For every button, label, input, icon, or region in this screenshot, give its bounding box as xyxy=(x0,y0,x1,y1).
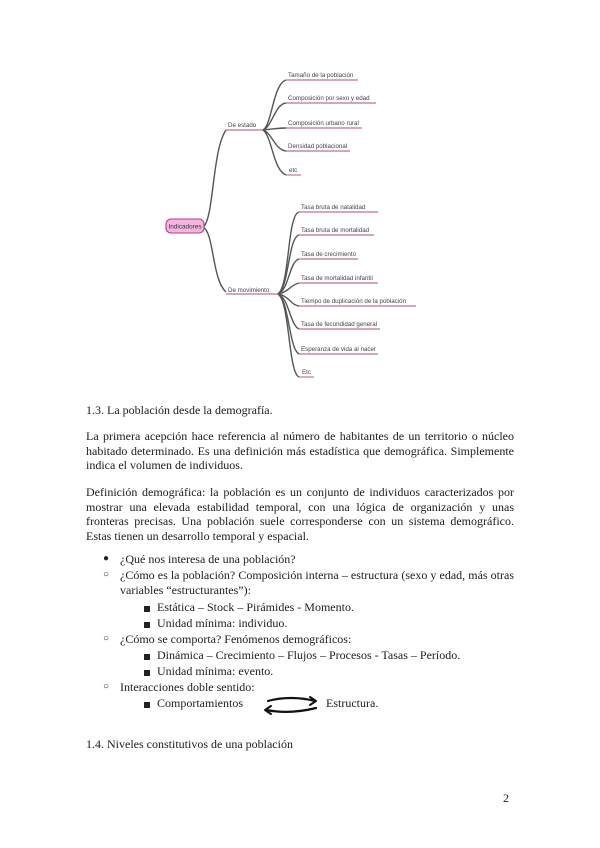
list-subitem-unidad-evento: Unidad mínima: evento. xyxy=(157,664,274,678)
estado-child-label: etc xyxy=(289,167,298,174)
indicator-mindmap xyxy=(0,0,600,390)
list-subitem-unidad-individuo: Unidad mínima: individuo. xyxy=(157,616,288,630)
paragraph-acepcion: La primera acepción hace referencia al número de habitantes de un territorio o núcleo habitado determinado. Es una definición más estadística que demográfica. Simplemente indica el volumen de individuos. xyxy=(86,429,514,472)
movimiento-child-curve xyxy=(278,294,299,377)
page-number: 2 xyxy=(503,791,509,805)
movimiento-child-label: Tasa de mortalidad infantil xyxy=(301,275,373,282)
movimiento-child-label: Tasa de fecundidad general xyxy=(301,321,378,328)
filled-bullet-icon: ● xyxy=(103,553,110,564)
list-subitem-estatica: Estática – Stock – Pirámides - Momento. xyxy=(157,600,354,614)
list-subitem-dinamica: Dinámica – Crecimiento – Flujos – Procesos - Tasas – Período. xyxy=(157,648,461,662)
estado-child-curve xyxy=(263,130,286,151)
hollow-bullet-icon: ○ xyxy=(103,569,110,580)
square-bullet-icon xyxy=(144,654,150,660)
movimiento-child-label: Tasa bruta de natalidad xyxy=(301,204,366,211)
hollow-bullet-icon: ○ xyxy=(103,681,110,692)
list-item-q3: ¿Cómo se comporta? Fenómenos demográficos: xyxy=(120,632,352,646)
movimiento-child-label: Tasa de crecimiento xyxy=(301,251,357,258)
list-item-q4: Interacciones doble sentido: xyxy=(120,680,255,694)
section-heading-1-4: 1.4. Niveles constitutivos de una población xyxy=(86,737,293,751)
estado-child-label: Densidad poblacional xyxy=(288,143,348,150)
movimiento-child-curve xyxy=(278,235,299,294)
square-bullet-icon xyxy=(144,606,150,612)
hollow-bullet-icon: ○ xyxy=(103,633,110,644)
double-arrow-icon xyxy=(260,694,322,718)
list-item-q1: ¿Qué nos interesa de una población? xyxy=(120,552,296,566)
movimiento-child-curve xyxy=(278,212,299,294)
estado-child-label: Composición urbano rural xyxy=(288,120,359,127)
movimiento-child-label: Tasa bruta de mortalidad xyxy=(301,227,370,234)
list-subitem-estructura: Estructura. xyxy=(326,696,379,710)
square-bullet-icon xyxy=(144,702,150,708)
branch-estado-label: De estado xyxy=(228,122,257,129)
section-heading-1-3: 1.3. La población desde la demografía. xyxy=(86,403,273,417)
square-bullet-icon xyxy=(144,622,150,628)
branch-movimiento-label: De movimiento xyxy=(228,287,270,294)
estado-child-label: Composición por sexo y edad xyxy=(288,95,370,102)
movimiento-child-label: Tiempo de duplicación de la población xyxy=(301,298,407,305)
root-to-estado-curve xyxy=(203,130,226,227)
movimiento-child-curve xyxy=(278,294,299,354)
list-subitem-comportamientos: Comportamientos xyxy=(157,696,243,710)
estado-child-curve xyxy=(263,130,286,175)
estado-child-curve xyxy=(263,80,286,130)
square-bullet-icon xyxy=(144,670,150,676)
movimiento-child-label: Esperanza de vida al nacer xyxy=(301,346,376,353)
movimiento-child-label: Etc xyxy=(302,369,311,376)
paragraph-definicion-demografica: Definición demográfica: la población es un conjunto de individuos caracterizados por mostrar una elevada estabilidad temporal, con una lógica de organización y unas fronteras precisas. Una población suele corresponderse con un sistema demográfico. Estas tienen un desarrollo temporal y espacial. xyxy=(86,485,514,543)
estado-child-label: Tamaño de la población xyxy=(288,72,354,79)
root-label: Indicadores xyxy=(168,223,202,231)
root-to-movimiento-curve xyxy=(203,227,226,292)
list-item-q2: ¿Cómo es la población? Composición interna – estructura (sexo y edad, más otras variables “estructurantes”): xyxy=(120,568,514,597)
